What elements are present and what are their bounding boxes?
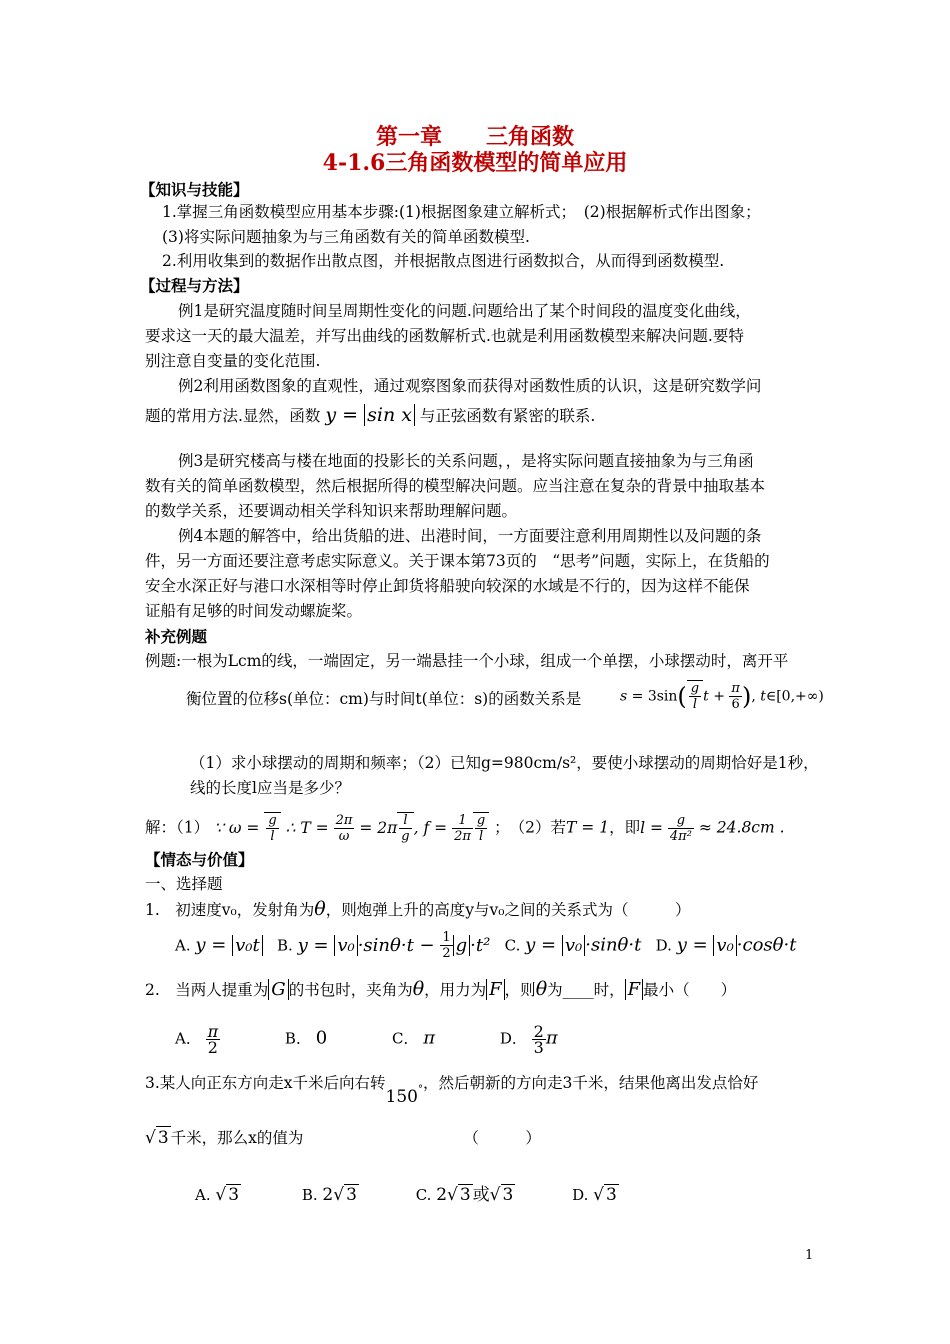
solution-mid: ； （2）若 [494,818,567,837]
question-1 [145,898,690,921]
example-3-line-3: 的数学关系，还要调动相关学科知识来帮助理解问题。 [145,502,518,520]
example-2-text-a: 题的常用方法.显然，函数 [145,407,321,425]
q1-options: A. y = v₀t B. y = v₀ ·sinθ·t − $\frac{1}{2}$ g ·t² C. y = v₀ ·sinθ·t D. y = v₀ ·cosθ·t [175,930,797,961]
example-1-line-3: 别注意自变量的变化范围. [145,352,321,370]
q2-text-a: 2. 当两人提重为 [145,981,269,999]
pendulum-line-1: 例题:一根为Lcm的线，一端固定，另一端悬挂一个小球，组成一个单摆，小球摆动时，离开平 [145,652,789,670]
question-2: 2. 当两人提重为 G 的书包时，夹角为θ，用力为 F ，则θ为____时， F 最小（ ） [145,978,737,1000]
example-2-line-2 [145,404,595,427]
q3-text-c: 千米，那么x的值为 [170,1129,304,1147]
pendulum-question-2: 线的长度l应当是多少？ [190,779,350,797]
heading-value: 【情态与价值】 [145,850,254,869]
pendulum-formula: s = 3sin( $\frac{g}{l}$ t + $\frac{\pi}{6}$ ), t∈[0,+∞) [620,681,824,712]
q3-options: A. √ 3 B. 2√ 3 C. 2√ 3 或√ 3 D. √ 3 [195,1185,617,1205]
heading-extra-examples: 补充例题 [145,627,208,646]
mc-heading: 一、选择题 [145,875,223,893]
q2-option-a-label: A． [175,1029,201,1048]
q3-option-d-label: D. [572,1186,589,1204]
q2-text-d: ，则 [504,981,536,999]
q3-option-c-label: C. [415,1186,432,1204]
example-1-line-1: 例1是研究温度随时间呈周期性变化的问题.问题给出了某个时间段的温度变化曲线， [178,302,751,320]
solution-t: T = 1 [566,818,610,837]
q3-text-a: 3.某人向正东方向走x千米后向右转 [145,1074,386,1092]
example-2-line-1: 例2利用函数图象的直观性，通过观察图象而获得对函数性质的认识，这是研究数学问 [178,377,762,395]
q2-options: A． $\frac{\pi}{2}$ B． 0 C． π D． $\frac{2}{3}$ π [175,1022,558,1057]
q3-option-a-label: A. [195,1186,211,1204]
q2-text-f: 最小（ ） [643,981,737,999]
q3-option-b-label: B. [301,1186,318,1204]
abs-sin-formula [325,404,415,426]
pendulum-line-2: 衡位置的位移s(单位：cm)与时间t(单位：s)的函数关系是 [186,690,582,708]
q3-angle: 150 [385,1087,418,1107]
chapter-title: 第一章 三角函数 [375,124,574,150]
q1-option-c-label: C. [504,936,521,955]
solution-label: 解：（1） [145,818,210,837]
q3-or: 或 [472,1185,490,1205]
example-4-line-2: 件，另一方面还要注意考虑实际意义。关于课本第73页的 “思考”问题，实际上，在货船的 [145,552,770,570]
example-3-line-1: 例3是研究楼高与楼在地面的投影长的关系问题，，是将实际问题直接抽象为与三角函 [178,452,754,470]
example-4-line-4: 证船有足够的时间发动螺旋桨。 [145,602,363,620]
example-3-line-2: 数有关的简单函数模型，然后根据所得的模型解决问题。应当注意在复杂的背景中抽取基本 [145,477,766,495]
solution-line [145,812,785,844]
q1-option-d-label: D. [655,936,672,955]
solution-formula-1: ∵ ω = $\frac{g}{l}$ ∴ T = $\frac{2\pi}{\omega}$ = 2π $\frac{l}{g}$ , f = $\frac{1}{2\pi}$ $\frac{g}{l}$ [214,819,489,837]
section-title: 4-1.6三角函数模型的简单应用 [322,150,628,176]
q3-paren: （ ） [463,1129,541,1147]
q1-text-b: ，则炮弹上升的高度y与v₀之间的关系式为（ ） [325,901,691,919]
formula-abs: sin x [364,404,415,426]
theta-symbol: θ [314,898,326,920]
q2-option-c-label: C． [391,1029,419,1048]
solution-formula-2: l = $\frac{g}{\text{4π²}}$ [640,813,692,844]
q3-text-b: ，然后朝新的方向走3千米，结果他离出发点恰好 [422,1074,759,1092]
question-3-cont: √ 3 千米，那么x的值为 （ ） [145,1128,541,1148]
solution-approx: ≈ 24.8cm . [698,818,785,837]
knowledge-item-1: 1.掌握三角函数模型应用基本步骤:(1)根据图象建立解析式； (2)根据解析式作出图象； [162,203,761,221]
solution-end: ，即 [609,818,641,837]
q1-option-b-label: B. [277,936,293,955]
page-number: 1 [805,1248,814,1263]
example-1-line-2: 要求这一天的最大温差，并写出曲线的函数解析式.也就是利用函数模型来解决问题.要特 [145,327,744,345]
q2-text-b: 的书包时，夹角为 [288,981,413,999]
q2-option-d-label: D． [499,1029,527,1048]
formula-lhs: y = [325,404,359,426]
example-4-line-3: 安全水深正好与港口水深相等时停止卸货将船驶向较深的水域是不行的，因为这样不能保 [145,577,750,595]
q1-option-a-label: A. [175,936,191,955]
example-4-line-1: 例4本题的解答中，给出货船的进、出港时间，一方面要注意利用周期性以及问题的条 [178,527,762,545]
pendulum-question-1: （1）求小球摆动的周期和频率；（2）已知g=980cm/s²，要使小球摆动的周期恰好是1秒， [190,754,819,772]
q1-text: 1. 初速度v₀，发射角为 [145,901,315,919]
q2-option-b-label: B． [284,1029,311,1048]
q2-text-c: ，用力为 [424,981,487,999]
question-3: 3.某人向正东方向走x千米后向右转$150^\circ$，然后朝新的方向走3千米，结果他离出发点恰好 [145,1074,759,1107]
q2-text-e: 为____时， [547,981,625,999]
heading-process: 【过程与方法】 [140,276,249,295]
knowledge-item-1-cont: (3)将实际问题抽象为与三角函数有关的简单函数模型. [162,228,530,246]
example-2-text-b: 与正弦函数有紧密的联系. [419,407,596,425]
knowledge-item-2: 2.利用收集到的数据作出散点图，并根据散点图进行函数拟合，从而得到函数模型. [162,252,725,270]
heading-knowledge: 【知识与技能】 [140,180,249,199]
